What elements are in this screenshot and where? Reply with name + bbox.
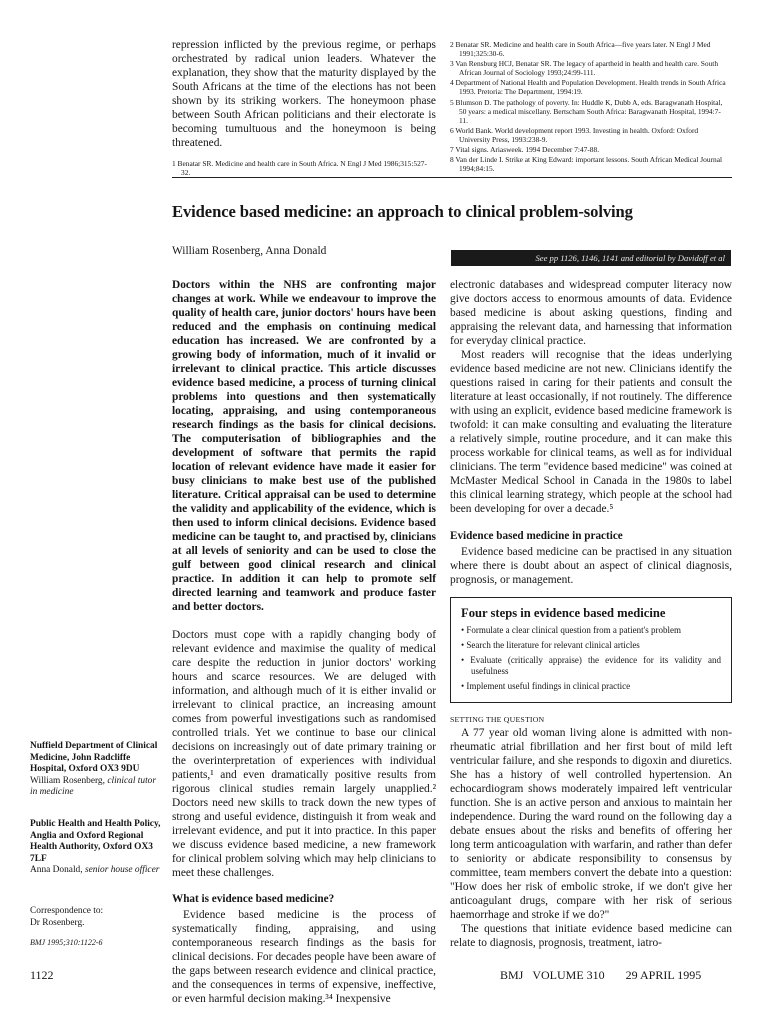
article-title: Evidence based medicine: an approach to clinical problem-solving xyxy=(172,202,633,221)
reference-item: 8 Van der Linde I. Strike at King Edward: important lessons. South African Medical Journal 1994;84:15. xyxy=(450,155,723,174)
reference-item: 6 World Bank. World development report 1993. Investing in health. Oxford: Oxford University Press, 1993:238-9. xyxy=(450,125,699,144)
affiliation-person: Anna Donald, senior house officer xyxy=(30,865,160,875)
box-step: • Evaluate (critically appraise) the evidence for its validity and usefulness xyxy=(461,655,721,676)
section-heading-what: What is evidence based medicine? xyxy=(172,893,335,905)
citation: BMJ 1995;310:1122-6 xyxy=(30,938,103,947)
affiliation-block xyxy=(30,741,162,799)
intro-paragraph: Doctors must cope with a rapidly changing body of relevant evidence and maximise the quality of medical care despite the reduction in junior doctors' working hours and scarce resources. We are deluged with information, and although much of it is either invalid or irrelevant to clinical practice, an increasing amount comes from powerful investigations such as randomised controlled trials. Yet we continue to base our clinical decisions on increasingly out of date primary training or the overinterpretation of experiences with individual patients,¹ and even dramatically positive results from rigorous clinical studies remain largely unapplied.² Doctors need new skills to track down the new types of strong and useful evidence, distinguish it from weak and irrelevant evidence, and put it into practice. In this paper we discuss evidence based medicine, a new framework for clinical problem solving which may help clinicians to meet these challenges. xyxy=(172,629,436,879)
right-column xyxy=(450,278,732,950)
journal-name: BMJ xyxy=(500,968,524,982)
previous-article-paragraph: repression inflicted by the previous regime, or perhaps orchestrated by radical union leaders. Whatever the explanation, they show that the maturity displayed by the South Africans at the time of the elections has not been shown by its striking workers. The honeymoon phase between South African politicians and their electorate is becoming tumultuous and the honeymoon is being threatened. xyxy=(172,39,436,149)
affiliation-institution: Public Health and Health Policy, Anglia and Oxford Regional Health Authority, Oxford OX3 7LF xyxy=(30,819,161,864)
section-heading-practice: Evidence based medicine in practice xyxy=(450,530,623,542)
reference-item: 7 Vital signs. Ariasweek. 1994 December 7:47-88. xyxy=(450,144,600,154)
correspondence-name: Dr Rosenberg. xyxy=(30,917,85,928)
left-column xyxy=(172,278,436,1006)
reference-item: 3 Van Rensburg HCJ, Benatar SR. The legacy of apartheid in health and health care. South African Journal of Sociology 1993;24:99-111. xyxy=(450,59,719,78)
practice-paragraph: Evidence based medicine can be practised in any situation where there is doubt about an aspect of clinical diagnosis, prognosis, or management. xyxy=(450,546,732,586)
correspondence-block xyxy=(30,906,162,929)
four-steps-box xyxy=(450,597,732,703)
case-paragraph: The questions that initiate evidence based medicine can relate to diagnosis, prognosis, treatment, iatro- xyxy=(450,923,732,949)
reference-item: 4 Department of National Health and Population Development. Health trends in South Africa 1993. Pretoria: The Department, 1994:19. xyxy=(450,78,726,97)
box-step: • Implement useful findings in clinical practice xyxy=(461,681,631,691)
case-paragraph: A 77 year old woman living alone is admitted with non-rheumatic atrial fibrillation and her first bout of mild left ventricular failure, and she responds to digoxin and diuretics. She has a history of well controlled hypertension. An echocardiogram shows moderately impaired left ventricular function. She is an active person and anxious to maintain her independence. During the ward round on the following day a debate ensues about the risks and benefits of offering her long term anticoagulation with warfarin, and rather than defer to seniority or abdicate responsibility to consensus by committee, team members convert the debate into a question: "How does her risk of embolic stroke, if we don't give her anticoagulant drugs, compare with her risk of serious haemorrhage and stroke if we do?" xyxy=(450,727,732,921)
affiliation-block xyxy=(30,819,162,877)
previous-article-conclusion xyxy=(172,38,436,177)
box-title: Four steps in evidence based medicine xyxy=(461,606,666,620)
body-paragraph: electronic databases and widespread computer literacy now give doctors access to enormous amounts of data. Evidence based medicine is about asking questions, finding and appraising the relevant data, and harnessing that information for everyday clinical practice. xyxy=(450,279,732,347)
body-paragraph: Most readers will recognise that the ideas underlying evidence based medicine are not new. Clinicians identify the questions raised in caring for their patients and consult the literature at least occasionally, if not routinely. The difference with using an explicit, evidence based medicine framework is twofold: it can make consulting and evaluating the literature a relatively simple, routine procedure, and it can make this process workable for clinical teams, as well as for individual clinicians. The term "evidence based medicine" was coined at McMaster Medical School in Canada in the 1980s to label this clinical learning strategy, which people at the school had been developing for over a decade.⁵ xyxy=(450,349,732,515)
journal-footer xyxy=(500,968,701,983)
previous-article-references xyxy=(450,40,728,174)
reference-item: 2 Benatar SR. Medicine and health care in South Africa—five years later. N Engl J Med 1991;325:30-6. xyxy=(450,40,711,58)
journal-volume: VOLUME 310 xyxy=(532,968,605,982)
issue-date: 29 APRIL 1995 xyxy=(625,968,702,982)
correspondence-label: Correspondence to: xyxy=(30,906,104,916)
see-also-banner: See pp 1126, 1146, 1141 and editorial by Davidoff et al xyxy=(451,250,731,266)
affiliation-institution: Nuffield Department of Clinical Medicine, John Radcliffe Hospital, Oxford OX3 9DU xyxy=(30,741,158,774)
subsection-heading-setting: SETTING THE QUESTION xyxy=(450,715,545,724)
affiliation-person: William Rosenberg, clinical tutor in medicine xyxy=(30,775,157,797)
reference-item: 1 Benatar SR. Medicine and health care in South Africa. N Engl J Med 1986;315:527-32. xyxy=(172,159,427,177)
article-authors: William Rosenberg, Anna Donald xyxy=(172,245,327,257)
abstract: Doctors within the NHS are confronting major changes at work. While we endeavour to improve the quality of health care, junior doctors' hours have been reduced and the emphasis on continuing medical education has increased. We are confronted by a growing body of information, much of it invalid or irrelevant to clinical practice. This article discusses evidence based medicine, a process of turning clinical problems into questions and then systematically locating, appraising, and using contemporaneous research findings as the basis for clinical decisions. The computerisation of bibliographies and the development of software that permits the rapid location of relevant evidence have made it easier for busy clinicians to make best use of the published literature. Critical appraisal can be used to determine the validity and applicability of the evidence, which is then used to inform clinical decisions. Evidence based medicine can be taught to, and practised by, clinicians at all levels of seniority and can be used to close the gulf between good clinical research and clinical practice. In addition it can help to promote self directed learning and teamwork and produce faster and better doctors. xyxy=(172,279,436,613)
box-step: • Formulate a clear clinical question from a patient's problem xyxy=(461,625,681,635)
section-divider xyxy=(172,177,732,178)
reference-item: 5 Blumson D. The pathology of poverty. In: Huddle K, Dubb A, eds. Baragwanath Hospital, 50 years: a medical miscellany. Bertscham South Africa: Baragwanath Hospital, 1994:7-11. xyxy=(450,97,723,125)
box-step: • Search the literature for relevant clinical articles xyxy=(461,640,640,650)
page-number: 1122 xyxy=(30,968,54,982)
what-paragraph: Evidence based medicine is the process of systematically finding, appraising, and using contemporaneous research findings as the basis for clinical decisions. For decades people have been aware of the gaps between research evidence and clinical practice, and the consequences in terms of expensive, ineffective, or even harmful decision making.³⁴ Inexpensive xyxy=(172,909,436,1005)
